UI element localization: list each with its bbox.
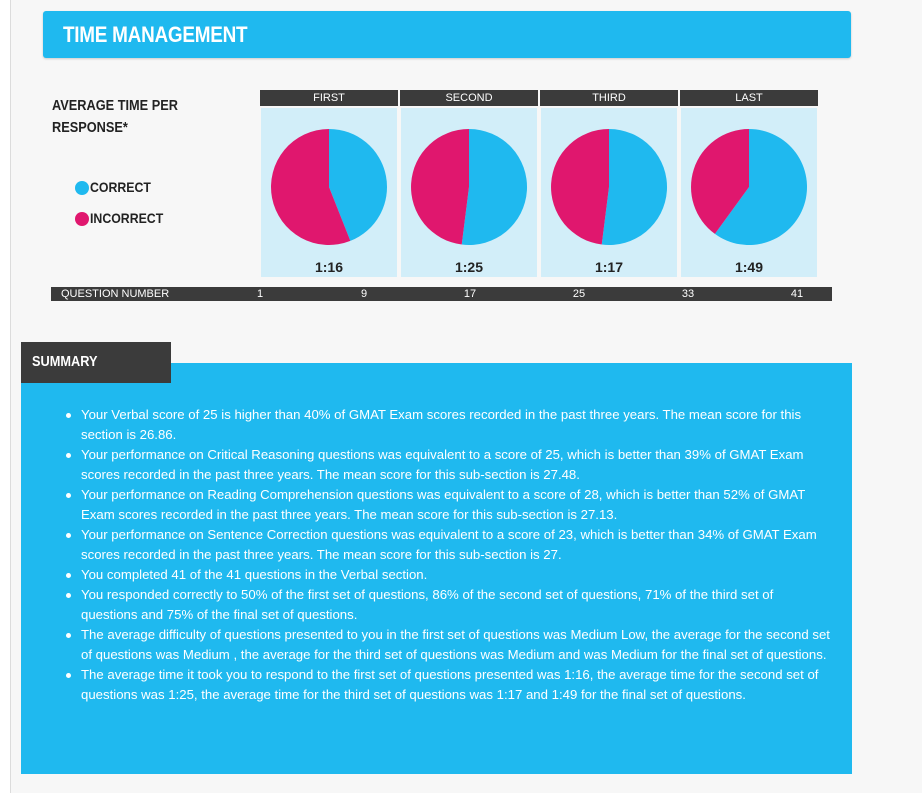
pie-panel-second	[400, 90, 538, 275]
summary-panel	[21, 363, 852, 774]
summary-item: Your performance on Sentence Correction questions was equivalent to a score of 23, which is better than 34% of GMAT Exam scores recorded in the past three years. The mean score for this sub-section is 27.	[81, 525, 833, 565]
pie-time-label: 1:16	[314, 259, 344, 275]
summary-list	[81, 405, 833, 705]
summary-title: SUMMARY	[32, 354, 98, 370]
legend-dot-incorrect	[75, 212, 89, 226]
pie-panel-third	[540, 90, 678, 275]
pie-chart	[690, 128, 808, 246]
average-time-heading: AVERAGE TIME PER RESPONSE*	[52, 98, 178, 136]
pie-body	[541, 108, 677, 277]
report-page	[10, 0, 922, 793]
summary-item: Your Verbal score of 25 is higher than 40% of GMAT Exam scores recorded in the past three years. The mean score for this section is 26.86.	[81, 405, 833, 445]
pie-time-label: 1:49	[734, 259, 764, 275]
pie-slice-correct	[602, 129, 667, 245]
summary-item: Your performance on Critical Reasoning questions was equivalent to a score of 25, which is better than 39% of GMAT Exam scores recorded in the past three years. The mean score for this sub-section is 27.48.	[81, 445, 833, 485]
pie-time-label: 1:17	[594, 259, 624, 275]
axis-label: QUESTION NUMBER	[61, 288, 170, 300]
summary-item: The average time it took you to respond to the first set of questions presented was 1:16, the average time for the second set of questions was 1:25, the average time for the third set of questions was 1:17 and 1:49 for the final set of questions.	[81, 665, 833, 705]
pie-body	[261, 108, 397, 277]
pie-chart	[550, 128, 668, 246]
pie-slice-incorrect	[551, 129, 609, 245]
axis-tick: 9	[360, 288, 368, 300]
axis-tick: 41	[790, 288, 804, 300]
pie-panel-last	[680, 90, 818, 275]
summary-item: Your performance on Reading Comprehension questions was equivalent to a score of 28, which is better than 52% of GMAT Exam scores recorded in the past three years. The mean score for this sub-section is 27.13.	[81, 485, 833, 525]
pie-body	[681, 108, 817, 277]
pie-header: SECOND	[400, 90, 538, 106]
axis-tick: 25	[572, 288, 586, 300]
pie-body	[401, 108, 537, 277]
legend-dot-correct	[75, 181, 89, 195]
pie-slice-correct	[462, 129, 527, 245]
axis-tick: 17	[463, 288, 477, 300]
pie-time-label: 1:25	[454, 259, 484, 275]
legend-label-incorrect: INCORRECT	[90, 210, 164, 226]
legend-label-correct: CORRECT	[90, 179, 151, 195]
pie-slice-incorrect	[411, 129, 469, 245]
page-title: TIME MANAGEMENT	[63, 22, 248, 47]
pie-chart	[410, 128, 528, 246]
summary-tab	[21, 342, 171, 383]
title-bar	[43, 11, 851, 58]
pie-panel-first	[260, 90, 398, 275]
pie-chart	[270, 128, 388, 246]
question-number-axis	[51, 287, 832, 301]
axis-tick: 33	[681, 288, 695, 300]
pie-header: LAST	[680, 90, 818, 106]
axis-tick: 1	[256, 288, 264, 300]
summary-item: You completed 41 of the 41 questions in the Verbal section.	[81, 565, 833, 585]
summary-item: You responded correctly to 50% of the first set of questions, 86% of the second set of questions, 71% of the third set of questions and 75% of the final set of questions.	[81, 585, 833, 625]
summary-item: The average difficulty of questions presented to you in the first set of questions was Medium Low, the average for the second set of questions was Medium , the average for the third set of questions was Medium and was Medium for the final set of questions.	[81, 625, 833, 665]
pie-header: THIRD	[540, 90, 678, 106]
pie-header: FIRST	[260, 90, 398, 106]
